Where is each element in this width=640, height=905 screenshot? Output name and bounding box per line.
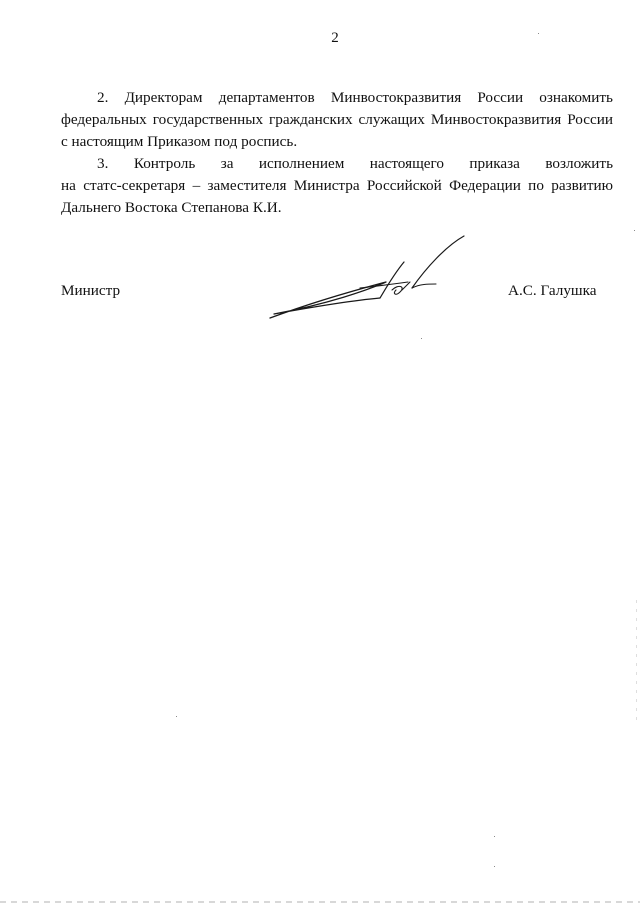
handwritten-signature bbox=[268, 232, 478, 324]
signatory-name: А.С. Галушка bbox=[508, 282, 597, 299]
paragraph-3 bbox=[61, 153, 613, 219]
scan-edge-right bbox=[636, 600, 637, 720]
paragraph-3-line-2: на статс-секретаря – заместителя Министра Российской Федерации по развитию bbox=[61, 177, 613, 194]
scan-speck bbox=[494, 866, 495, 867]
scan-speck bbox=[421, 338, 422, 339]
scan-speck bbox=[634, 230, 635, 231]
page-number: 2 bbox=[331, 30, 339, 46]
scan-speck bbox=[494, 836, 495, 837]
paragraph-3-line-1: 3. Контроль за исполнением настоящего приказа возложить bbox=[97, 155, 613, 172]
paragraph-3-line-3: Дальнего Востока Степанова К.И. bbox=[61, 199, 282, 216]
scan-speck bbox=[538, 33, 539, 34]
scan-edge-bottom bbox=[0, 901, 640, 903]
document-body bbox=[61, 87, 613, 219]
paragraph-2 bbox=[61, 87, 613, 153]
signatory-title: Министр bbox=[61, 282, 121, 299]
paragraph-2-line-2: федеральных государственных гражданских служащих Минвостокразвития России bbox=[61, 111, 613, 128]
paragraph-2-line-1: 2. Директорам департаментов Минвостокразвития России ознакомить bbox=[97, 89, 613, 106]
scan-speck bbox=[176, 716, 177, 717]
paragraph-2-line-3: с настоящим Приказом под роспись. bbox=[61, 133, 298, 150]
